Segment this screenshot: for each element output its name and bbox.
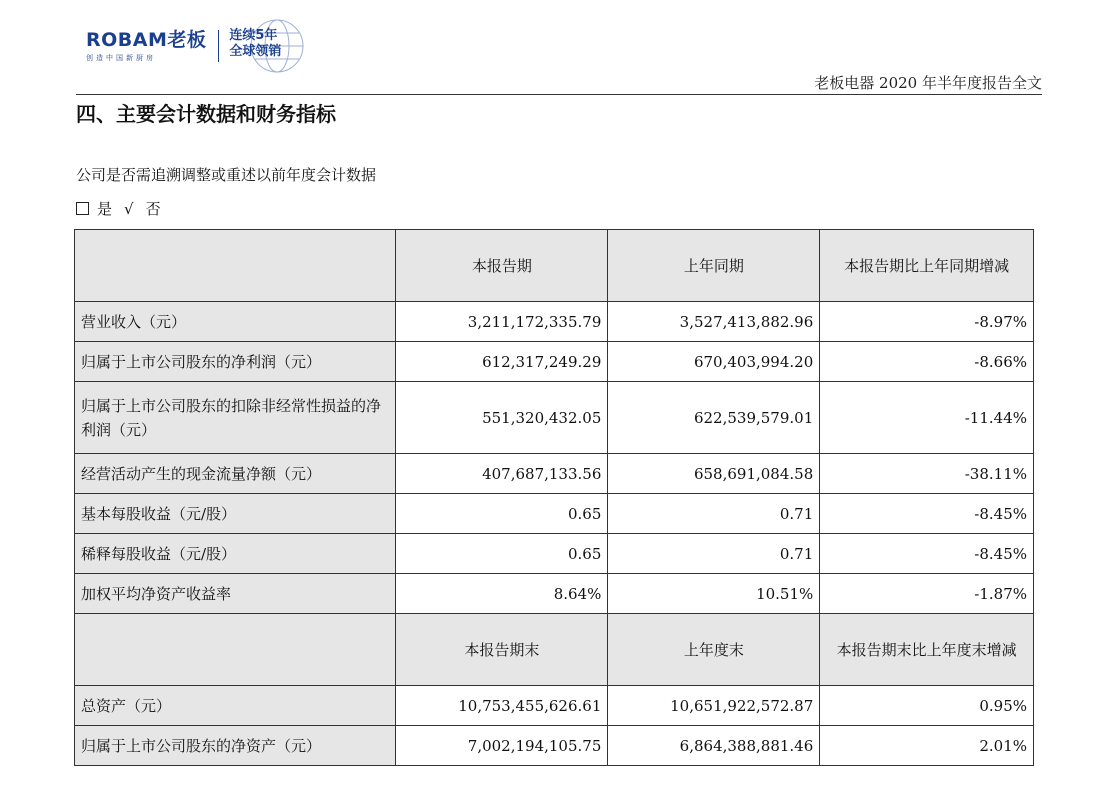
row-label: 经营活动产生的现金流量净额（元）: [75, 454, 396, 494]
value-current: 407,687,133.56: [396, 454, 608, 494]
row-label: 归属于上市公司股东的净资产（元）: [75, 726, 396, 766]
badge-text: [229, 28, 319, 60]
header-prior-year-end: 上年度末: [608, 614, 820, 686]
table1-header-row: [75, 230, 1034, 302]
row-label: 归属于上市公司股东的净利润（元）: [75, 342, 396, 382]
table-row: [75, 494, 1034, 534]
value-change: -8.66%: [820, 342, 1034, 382]
value-change: 0.95%: [820, 686, 1034, 726]
header-prior-period: 上年同期: [608, 230, 820, 302]
value-prior: 10,651,922,572.87: [608, 686, 820, 726]
value-change: 2.01%: [820, 726, 1034, 766]
answer-no: 否: [145, 200, 161, 218]
value-change: -8.45%: [820, 494, 1034, 534]
restatement-question: 公司是否需追溯调整或重述以前年度会计数据: [76, 166, 377, 184]
value-prior: 670,403,994.20: [608, 342, 820, 382]
value-current: 0.65: [396, 494, 608, 534]
value-current: 551,320,432.05: [396, 382, 608, 454]
value-prior: 10.51%: [608, 574, 820, 614]
table2-header-row: [75, 614, 1034, 686]
value-prior: 658,691,084.58: [608, 454, 820, 494]
row-label: 稀释每股收益（元/股）: [75, 534, 396, 574]
header-current-period: 本报告期: [396, 230, 608, 302]
brand-tagline: 创造中国新厨房: [86, 54, 156, 62]
badge-line-2: 全球领销: [229, 44, 282, 59]
brand-block: [86, 29, 206, 63]
value-current: 0.65: [396, 534, 608, 574]
table-row: [75, 382, 1034, 454]
table-row: [75, 302, 1034, 342]
value-current: 3,211,172,335.79: [396, 302, 608, 342]
value-change: -38.11%: [820, 454, 1034, 494]
header-change: 本报告期末比上年度末增减: [820, 614, 1034, 686]
answer-yes: 是: [97, 200, 113, 218]
award-badge: [229, 24, 319, 68]
table-row: [75, 686, 1034, 726]
table-row: [75, 726, 1034, 766]
brand-name: ROBAM老板: [86, 29, 207, 51]
value-change: -11.44%: [820, 382, 1034, 454]
value-prior: 0.71: [608, 534, 820, 574]
value-change: -1.87%: [820, 574, 1034, 614]
value-current: 7,002,194,105.75: [396, 726, 608, 766]
value-current: 8.64%: [396, 574, 608, 614]
restatement-answer: [76, 198, 161, 219]
row-label: 总资产（元）: [75, 686, 396, 726]
value-prior: 3,527,413,882.96: [608, 302, 820, 342]
logo-divider: [218, 30, 219, 62]
badge-line-1: 连续5年: [229, 28, 278, 43]
value-prior: 6,864,388,881.46: [608, 726, 820, 766]
value-prior: 0.71: [608, 494, 820, 534]
section-title: 四、主要会计数据和财务指标: [76, 102, 336, 126]
check-icon: √: [124, 199, 134, 218]
table-row: [75, 574, 1034, 614]
value-current: 612,317,249.29: [396, 342, 608, 382]
header-change: 本报告期比上年同期增减: [820, 230, 1034, 302]
financial-data-table: [74, 229, 1034, 766]
value-change: -8.97%: [820, 302, 1034, 342]
checkbox-icon: [76, 202, 89, 215]
value-change: -8.45%: [820, 534, 1034, 574]
header-blank-cell: [75, 230, 396, 302]
value-prior: 622,539,579.01: [608, 382, 820, 454]
row-label: 归属于上市公司股东的扣除非经常性损益的净利润（元）: [75, 382, 396, 454]
row-label: 基本每股收益（元/股）: [75, 494, 396, 534]
header-divider: [76, 94, 1042, 95]
row-label: 营业收入（元）: [75, 302, 396, 342]
table-row: [75, 534, 1034, 574]
header-blank-cell: [75, 614, 396, 686]
table-row: [75, 454, 1034, 494]
header-period-end: 本报告期末: [396, 614, 608, 686]
value-current: 10,753,455,626.61: [396, 686, 608, 726]
company-logo: [86, 24, 319, 68]
table-row: [75, 342, 1034, 382]
document-title: 老板电器 2020 年半年度报告全文: [814, 74, 1042, 92]
row-label: 加权平均净资产收益率: [75, 574, 396, 614]
